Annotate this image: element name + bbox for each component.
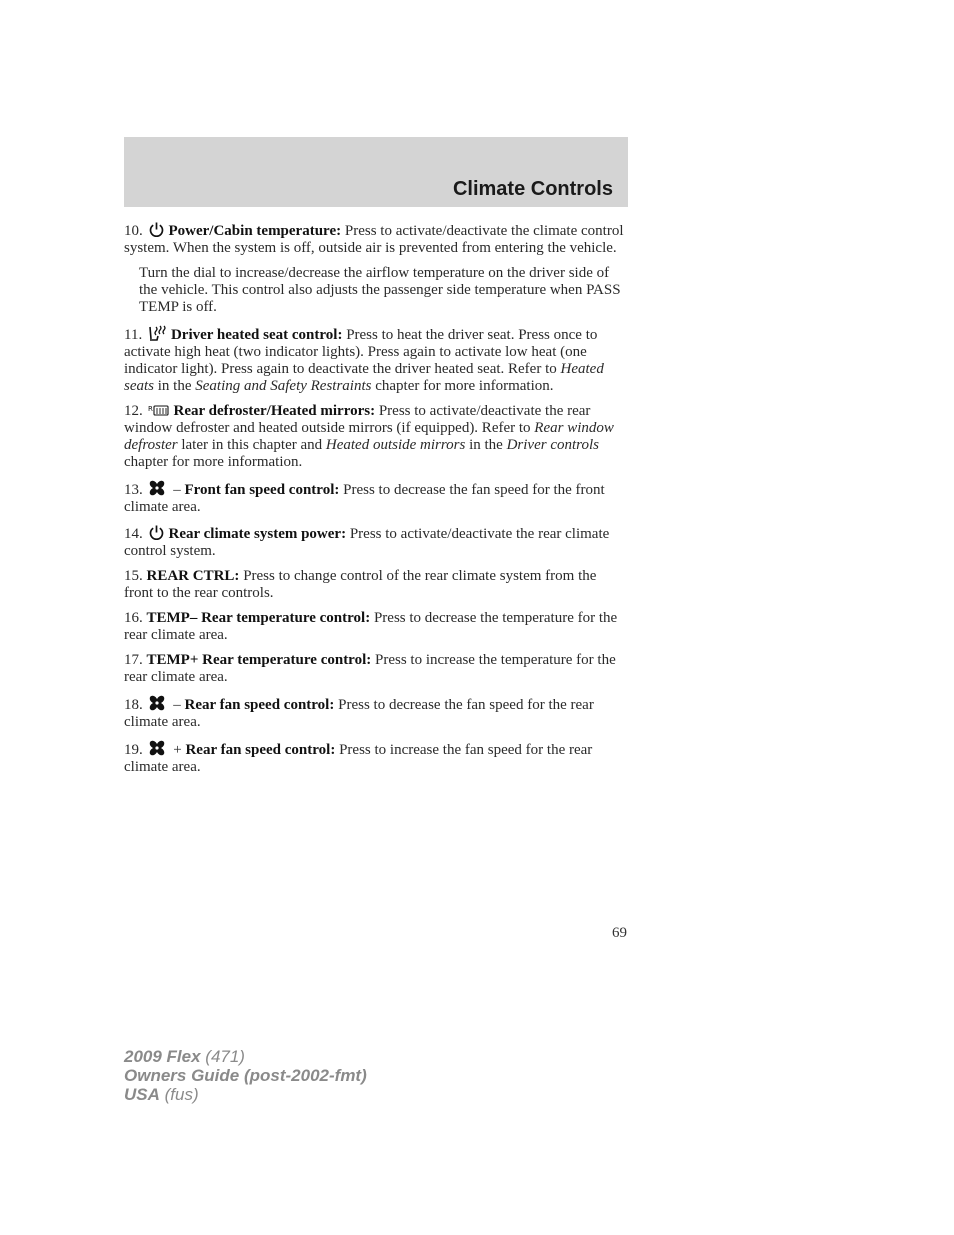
page-body (124, 221, 628, 784)
rear-defrost-icon (148, 404, 170, 418)
item-10: 10. Power/Cabin temperature: Press to activate/deactivate the climate control system. When the system is off, outside air is prevented from entering the vehicle. (124, 223, 624, 256)
fan-icon (148, 694, 166, 712)
power-icon (148, 524, 165, 541)
item-17: 17. TEMP+ Rear temperature control: Press to increase the temperature for the rear climate area. (124, 652, 616, 685)
footer-line-3: USA (fus) (124, 1085, 199, 1104)
document-footer (124, 1047, 367, 1104)
item-16: 16. TEMP– Rear temperature control: Press to decrease the temperature for the rear climate area. (124, 610, 618, 643)
heated-seat-icon (147, 324, 167, 342)
item-19: 19. + Rear fan speed control: Press to increase the fan speed for the rear climate area. (124, 739, 628, 776)
fan-icon (148, 479, 166, 497)
power-icon (148, 221, 165, 238)
footer-line-1: 2009 Flex (471) (124, 1047, 245, 1066)
chapter-title: Climate Controls (452, 178, 613, 200)
footer-line-2: Owners Guide (post-2002-fmt) (124, 1066, 367, 1085)
chapter-header (124, 137, 628, 207)
fan-icon (148, 739, 166, 757)
item-11: 11. Driver heated seat control: Press to heat the driver seat. Press once to activate high heat (two indicator lights). Press again to activate low heat (one indicator light). Press again to deactivate the driver heated seat. Refer to Heated seats in the Seating and Safety Restraints chapter for more information. (124, 324, 628, 395)
item-18: 18. – Rear fan speed control: Press to decrease the fan speed for the rear climate area. (124, 694, 628, 731)
item-10-extra: Turn the dial to increase/decrease the airflow temperature on the driver side of the vehicle. This control also adjusts the passenger side temperature when PASS TEMP is off. (139, 265, 621, 315)
item-15: 15. REAR CTRL: Press to change control of the rear climate system from the front to the rear controls. (124, 568, 597, 601)
page-number: 69 (612, 925, 627, 941)
item-12: 12. R Rear defroster/Heated mirrors: Press to activate/deactivate the rear window defroster and heated outside mirrors (if equipped). Refer to Rear window defroster later in this chapter and Heated outside mirrors in the Driver controls chapter for more information. (124, 403, 614, 470)
svg-text:R: R (147, 405, 153, 413)
item-14: 14. Rear climate system power: Press to activate/deactivate the rear climate control system. (124, 526, 610, 559)
item-13: 13. – Front fan speed control: Press to decrease the fan speed for the front climate area. (124, 479, 628, 516)
